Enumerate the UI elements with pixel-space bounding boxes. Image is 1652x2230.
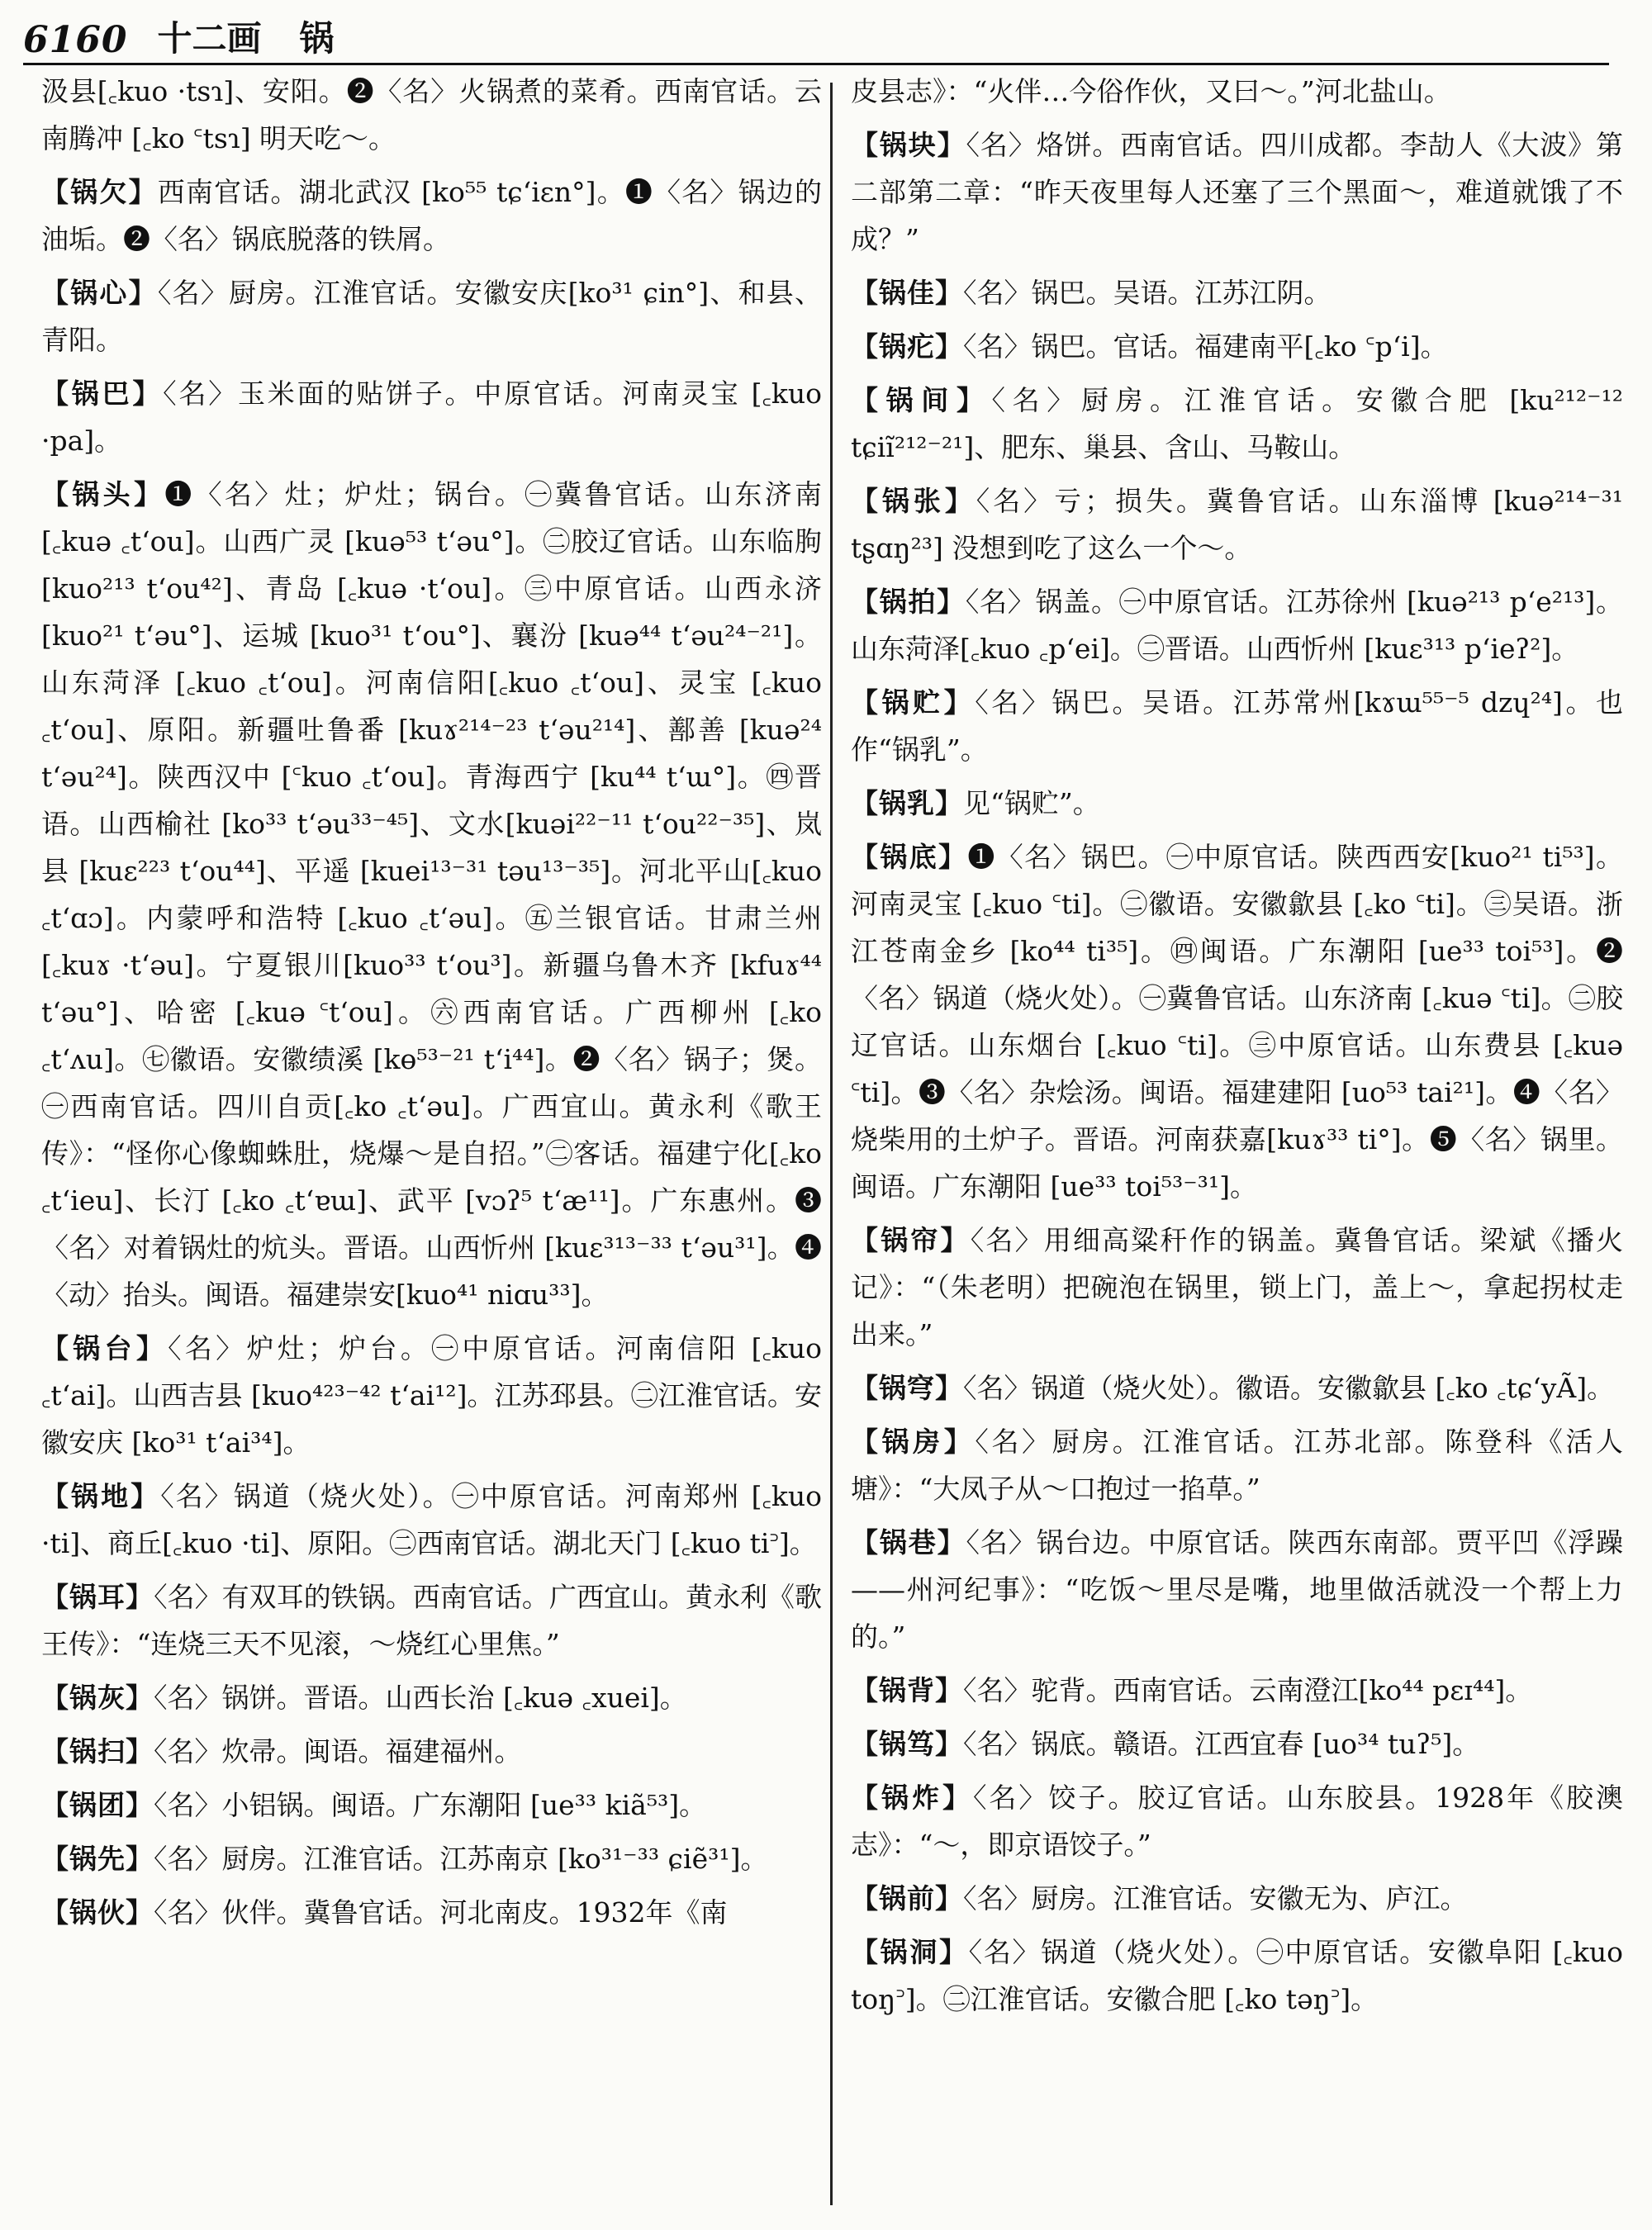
entry-headword [41, 176, 158, 208]
bracket-open: 【 [41, 377, 72, 410]
dictionary-entry [851, 1519, 1623, 1660]
bracket-open: 【 [41, 176, 71, 208]
headword-text: 锅笃 [879, 1728, 935, 1760]
bracket-close: 】 [935, 1882, 963, 1914]
headword-text: 锅心 [70, 277, 129, 309]
headword-text: 锅伙 [69, 1896, 126, 1929]
bracket-close: 】 [135, 1332, 169, 1364]
header-rule [23, 63, 1609, 65]
entry-headword [851, 1426, 975, 1458]
entry-headword [41, 1480, 160, 1512]
bracket-close: 】 [943, 1426, 976, 1458]
headword-text: 锅欠 [70, 176, 129, 208]
dictionary-entry [851, 780, 1623, 827]
entry-headword [41, 377, 163, 410]
headword-text: 锅灰 [69, 1682, 126, 1714]
entry-definition: 〈名〉厨房。江淮官话。安徽合肥 [ku²¹²⁻¹² tɕiĩ²¹²⁻²¹]、肥东、巢县、含山、马鞍山。 [851, 384, 1623, 463]
bracket-open: 【 [851, 277, 879, 309]
bracket-close: 】 [126, 1581, 154, 1613]
headword-text: 锅疕 [879, 330, 935, 363]
bracket-open: 【 [41, 1843, 69, 1875]
entry-headword [851, 277, 963, 309]
bracket-open: 【 [851, 330, 879, 363]
dictionary-entry [851, 1720, 1623, 1767]
dictionary-entry [851, 477, 1623, 572]
bracket-close: 】 [132, 377, 164, 410]
dictionary-entry [41, 1674, 822, 1721]
headword-text: 锅先 [69, 1843, 126, 1875]
bracket-open: 【 [41, 478, 73, 510]
entry-definition: 〈名〉厨房。江淮官话。安徽无为、庐江。 [963, 1882, 1468, 1914]
bracket-close: 】 [935, 787, 963, 819]
entry-headword [41, 1735, 154, 1767]
bracket-open: 【 [851, 841, 881, 873]
entry-definition: 〈名〉锅底。赣语。江西宜春 [uo³⁴ tuʔ⁵]。 [963, 1728, 1480, 1760]
bracket-close: 】 [943, 686, 976, 719]
bracket-open: 【 [41, 1332, 74, 1364]
right-column [851, 68, 1623, 2215]
dictionary-entry [41, 1835, 822, 1882]
headword-text: 锅巷 [879, 1526, 938, 1559]
dictionary-entry [851, 833, 1623, 1210]
entry-definition: 皮县志》：“火伴…今俗作伙，又曰～。”河北盐山。 [851, 75, 1451, 107]
entry-definition: 〈名〉炊帚。闽语。福建福州。 [154, 1735, 522, 1767]
entry-headword [851, 1372, 963, 1404]
bracket-close: 】 [126, 1682, 154, 1714]
headword-text: 锅帘 [881, 1224, 941, 1256]
bracket-close: 】 [126, 1735, 154, 1767]
entry-headword [851, 841, 967, 873]
bracket-close: 】 [944, 485, 976, 517]
entry-definition: 〈名〉锅饼。晋语。山西长治 [꜀kuə ꜀xuei]。 [154, 1682, 687, 1714]
headword-text: 锅块 [879, 129, 938, 161]
headword-text: 锅背 [879, 1674, 935, 1706]
dictionary-entry [851, 1875, 1623, 1922]
bracket-close: 】 [128, 277, 158, 309]
entry-headword [851, 686, 975, 719]
bracket-close: 】 [133, 478, 165, 510]
page-number: 6160 [23, 19, 128, 61]
entry-definition: ❶〈名〉灶；炉灶；锅台。㊀冀鲁官话。山东济南 [꜀kuə ꜀tʻou]。山西广灵 [kuə⁵³ tʻəu°]。㊁胶辽官话。山东临朐 [kuo²¹³ tʻou⁴²]、青岛 [꜀kuə ·tʻou]。㊂中原官话。山西永济 [kuo²¹ tʻəu°]、运城 [kuo³¹ tʻou°]、襄汾 [kuə⁴⁴ tʻəu²⁴⁻²¹]。山东菏泽 [꜀kuo ꜀tʻou]。河南信阳[꜀kuo ꜀tʻou]、灵宝 [꜀kuo ꜀tʻou]、原阳。新疆吐鲁番 [kuɤ²¹⁴⁻²³ tʻəu²¹⁴]、鄯善 [kuə²⁴ tʻəu²⁴]。陕西汉中 [꜂kuo ꜀tʻou]。青海西宁 [ku⁴⁴ tʻɯ°]。㊃晋语。山西榆社 [ko³³ tʻəu³³⁻⁴⁵]、文水[kuəi²²⁻¹¹ tʻou²²⁻³⁵]、岚县 [kuɛ²²³ tʻou⁴⁴]、平遥 [kuei¹³⁻³¹ təu¹³⁻³⁵]。河北平山[꜀kuo ꜀tʻɑɔ]。内蒙呼和浩特 [꜀kuo ꜀tʻəu]。㊄兰银官话。甘肃兰州 [꜀kuɤ ·tʻəu]。宁夏银川[kuo³³ tʻou³]。新疆乌鲁木齐 [kfuɤ⁴⁴ tʻəu°]、哈密 [꜀kuə ꜂tʻou]。㊅西南官话。广西柳州 [꜀ko ꜀tʻʌu]。㊆徽语。安徽绩溪 [kɵ⁵³⁻²¹ tʻi⁴⁴]。❷〈名〉锅子；煲。㊀西南官话。四川自贡[꜀ko ꜀tʻəu]。广西宜山。黄永利《歌王传》：“怪你心像蜘蛛肚，烧爆～是自招。”㊁客话。福建宁化[꜀ko ꜀tʻieu]、长汀 [꜀ko ꜀tʻɐɯ]、武平 [vɔʔ⁵ tʻæ¹¹]。广东惠州。❸〈名〉对着锅灶的炕头。晋语。山西忻州 [kuɛ³¹³⁻³³ tʻəu³¹]。❹〈动〉抬头。闽语。福建崇安[kuo⁴¹ niɑu³³]。 [41, 478, 822, 1311]
dictionary-entry [851, 1217, 1623, 1358]
dictionary-entry [851, 323, 1623, 370]
headword-text: 锅拍 [879, 586, 938, 618]
bracket-open: 【 [851, 686, 882, 719]
bracket-open: 【 [851, 787, 879, 819]
continued-text [851, 68, 1623, 115]
entry-headword [41, 478, 164, 510]
bracket-open: 【 [851, 1674, 879, 1706]
headword-text: 锅张 [881, 485, 945, 517]
dictionary-entry [41, 471, 822, 1318]
entry-definition: 〈名〉锅道（烧火处）。徽语。安徽歙县 [꜀ko ꜀tɕʻyÃ]。 [963, 1372, 1615, 1404]
bracket-close: 】 [131, 1480, 161, 1512]
headword-text: 锅乳 [879, 787, 935, 819]
headword-text: 锅耳 [69, 1581, 126, 1613]
headword-text: 锅地 [71, 1480, 131, 1512]
dictionary-entry [851, 1418, 1623, 1512]
entry-headword [851, 384, 991, 416]
bracket-close: 】 [942, 1782, 973, 1814]
bracket-open: 【 [41, 1896, 69, 1929]
entry-definition: 〈名〉饺子。胶辽官话。山东胶县。1928年《胶澳志》：“～，即京语饺子。” [851, 1782, 1623, 1861]
bracket-open: 【 [41, 277, 71, 309]
entry-definition: 〈名〉驼背。西南官话。云南澄江[ko⁴⁴ pɛɪ⁴⁴]。 [963, 1674, 1533, 1706]
entry-headword [851, 1224, 971, 1256]
bracket-close: 】 [939, 1936, 969, 1968]
dictionary-entry [851, 121, 1623, 263]
bracket-open: 【 [851, 1526, 880, 1559]
dictionary-entry [851, 1774, 1623, 1868]
entry-headword [851, 1674, 963, 1706]
entry-definition: 〈名〉厨房。江淮官话。江苏南京 [ko³¹⁻³³ ɕiẽ³¹]。 [154, 1843, 768, 1875]
headword-text: 锅前 [879, 1882, 935, 1914]
headword-text: 锅贮 [881, 686, 944, 719]
bracket-close: 】 [937, 1526, 966, 1559]
entry-headword [851, 787, 963, 819]
entry-headword [851, 1782, 973, 1814]
entry-definition: 〈名〉烙饼。西南官话。四川成都。李劼人《大波》第二部第二章：“昨天夜里每人还塞了三个黑面～，难道就饿了不成？” [851, 129, 1623, 255]
dictionary-entry [851, 1929, 1623, 2023]
bracket-open: 【 [851, 586, 880, 618]
headword-text: 锅间 [885, 384, 957, 416]
dictionary-entry [851, 679, 1623, 773]
dictionary-entry [41, 1728, 822, 1775]
entry-definition: 〈名〉锅台边。中原官话。陕西东南部。贾平凹《浮躁——州河纪事》：“吃饭～里尽是嘴，地里做活就没一个帮上力的。” [851, 1526, 1623, 1653]
entry-definition: 〈名〉锅巴。官话。福建南平[꜀ko ꜂pʻi]。 [963, 330, 1448, 363]
dictionary-entry [41, 168, 822, 263]
entry-definition: 〈名〉炉灶；炉台。㊀中原官话。河南信阳 [꜀kuo ꜀tʻai]。山西吉县 [kuo⁴²³⁻⁴² tʻai¹²]。江苏邳县。㊁江淮官话。安徽安庆 [ko³¹ tʻai³⁴]。 [41, 1332, 822, 1459]
entry-definition: 〈名〉有双耳的铁锅。西南官话。广西宜山。黄永利《歌王传》：“连烧三天不见滚，～烧红心里焦。” [41, 1581, 822, 1660]
header-character: 锅 [299, 18, 335, 59]
dictionary-entry [41, 1325, 822, 1466]
bracket-open: 【 [41, 1682, 69, 1714]
bracket-open: 【 [41, 1480, 72, 1512]
bracket-close: 】 [956, 384, 992, 416]
entry-definition: 〈名〉用细高粱秆作的锅盖。冀鲁官话。梁斌《播火记》：“（朱老明）把碗泡在锅里，锁上门，盖上～，拿起拐杖走出来。” [851, 1224, 1623, 1350]
entry-definition: 见“锅贮”。 [963, 787, 1100, 819]
bracket-close: 】 [128, 176, 158, 208]
headword-text: 锅房 [881, 1426, 944, 1458]
entry-headword [41, 1581, 154, 1613]
entry-definition: 〈名〉厨房。江淮官话。安徽安庆[ko³¹ ɕin°]、和县、青阳。 [41, 277, 822, 356]
bracket-open: 【 [851, 1782, 881, 1814]
bracket-open: 【 [851, 1936, 881, 1968]
dictionary-entry [851, 578, 1623, 672]
entry-headword [851, 1882, 963, 1914]
bracket-close: 】 [126, 1896, 154, 1929]
bracket-open: 【 [851, 1224, 881, 1256]
bracket-close: 】 [126, 1843, 154, 1875]
continued-text [41, 68, 822, 162]
bracket-open: 【 [851, 485, 882, 517]
entry-definition: ❶〈名〉锅巴。㊀中原官话。陕西西安[kuo²¹ ti⁵³]。河南灵宝 [꜀kuo ꜂ti]。㊁徽语。安徽歙县 [꜀ko ꜂ti]。㊂吴语。浙江苍南金乡 [ko⁴⁴ ti³⁵]。㊃闽语。广东潮阳 [ue³³ toi⁵³]。❷〈名〉锅道（烧火处）。㊀冀鲁官话。山东济南 [꜀kuə ꜂ti]。㊁胶辽官话。山东烟台 [꜀kuo ꜂ti]。㊂中原官话。山东费县 [꜀kuə ꜂ti]。❸〈名〉杂烩汤。闽语。福建建阳 [uo⁵³ tai²¹]。❹〈名〉烧柴用的土炉子。晋语。河南获嘉[kuɤ³³ ti°]。❺〈名〉锅里。闽语。广东潮阳 [ue³³ toi⁵³⁻³¹]。 [851, 841, 1623, 1203]
headword-text: 锅穹 [879, 1372, 935, 1404]
headword-text: 锅扫 [69, 1735, 126, 1767]
stroke-section: 十二画 [157, 18, 262, 59]
bracket-open: 【 [851, 129, 880, 161]
headword-text: 锅佳 [879, 277, 935, 309]
bracket-close: 】 [935, 277, 963, 309]
headword-text: 锅炸 [881, 1782, 942, 1814]
entry-headword [41, 277, 158, 309]
page-header [23, 12, 1609, 61]
entry-headword [851, 129, 966, 161]
dictionary-entry [41, 1473, 822, 1567]
headword-text: 锅底 [880, 841, 939, 873]
dictionary-entry [851, 1667, 1623, 1714]
headword-text: 锅巴 [71, 377, 133, 410]
dictionary-entry [851, 269, 1623, 316]
entry-definition: 〈名〉锅道（烧火处）。㊀中原官话。安徽阜阳 [꜀kuo toŋ꜄]。㊁江淮官话。安徽合肥 [꜀ko təŋ꜄]。 [851, 1936, 1623, 2015]
bracket-open: 【 [41, 1735, 69, 1767]
bracket-close: 】 [935, 1674, 963, 1706]
entry-definition: 〈名〉伙伴。冀鲁官话。河北南皮。1932年《南 [154, 1896, 728, 1929]
bracket-close: 】 [126, 1789, 154, 1821]
entry-definition: 〈名〉锅巴。吴语。江苏江阴。 [963, 277, 1332, 309]
entry-definition: 〈名〉锅巴。吴语。江苏常州[kɤɯ⁵⁵⁻⁵ dzɥ²⁴]。也作“锅乳”。 [851, 686, 1623, 766]
entry-headword [851, 330, 963, 363]
entry-headword [41, 1843, 154, 1875]
bracket-open: 【 [41, 1789, 69, 1821]
bracket-close: 】 [938, 841, 968, 873]
headword-text: 锅头 [72, 478, 134, 510]
headword-text: 锅团 [69, 1789, 126, 1821]
dictionary-entry [41, 269, 822, 363]
bracket-open: 【 [41, 1581, 70, 1613]
entry-headword [41, 1332, 168, 1364]
entry-definition: 汲县[꜀kuo ·tsɿ]、安阳。❷〈名〉火锅煮的菜肴。西南官话。云南腾冲 [꜀ko ꜂tsɿ] 明天吃～。 [41, 75, 822, 154]
entry-definition: 〈名〉厨房。江淮官话。江苏北部。陈登科《活人塘》：“大凤子从～口抱过一掐草。” [851, 1426, 1623, 1505]
headword-text: 锅洞 [880, 1936, 939, 1968]
entry-headword [851, 485, 976, 517]
entry-headword [41, 1789, 154, 1821]
entry-definition: 〈名〉锅盖。㊀中原官话。江苏徐州 [kuə²¹³ pʻe²¹³]。山东菏泽[꜀kuo ꜀pʻei]。㊁晋语。山西忻州 [kuɛ³¹³ pʻieʔ²]。 [851, 586, 1623, 665]
headword-text: 锅台 [73, 1332, 136, 1364]
dictionary-entry [41, 1573, 822, 1668]
entry-definition: 〈名〉玉米面的贴饼子。中原官话。河南灵宝 [꜀kuo ·pa]。 [41, 377, 822, 457]
bracket-close: 】 [937, 586, 966, 618]
entry-headword [851, 1728, 963, 1760]
entry-headword [41, 1896, 154, 1929]
entry-definition: 〈名〉锅道（烧火处）。㊀中原官话。河南郑州 [꜀kuo ·ti]、商丘[꜀kuo ·ti]、原阳。㊁西南官话。湖北天门 [꜀kuo ti꜄]。 [41, 1480, 822, 1559]
entry-definition: 西南官话。湖北武汉 [ko⁵⁵ tɕʻiɛn°]。❶〈名〉锅边的油垢。❷〈名〉锅底脱落的铁屑。 [41, 176, 822, 255]
left-column [41, 68, 822, 2215]
dictionary-entry [41, 1889, 822, 1936]
entry-headword [851, 1936, 969, 1968]
dictionary-entry [41, 370, 822, 464]
dictionary-entry [851, 1364, 1623, 1412]
bracket-close: 】 [935, 330, 963, 363]
bracket-open: 【 [851, 384, 886, 416]
entry-headword [851, 1526, 966, 1559]
bracket-open: 【 [851, 1882, 879, 1914]
entry-headword [41, 1682, 154, 1714]
bracket-open: 【 [851, 1426, 882, 1458]
entry-definition: 〈名〉小铝锅。闽语。广东潮阳 [ue³³ kiã⁵³]。 [154, 1789, 707, 1821]
entry-definition: 〈名〉亏；损失。冀鲁官话。山东淄博 [kuə²¹⁴⁻³¹ tʂɑŋ²³] 没想到吃了这么一个～。 [851, 485, 1623, 564]
entry-headword [851, 586, 966, 618]
bracket-close: 】 [935, 1728, 963, 1760]
bracket-open: 【 [851, 1372, 879, 1404]
bracket-close: 】 [935, 1372, 963, 1404]
dictionary-entry [41, 1782, 822, 1829]
dictionary-entry [851, 377, 1623, 471]
bracket-close: 】 [937, 129, 966, 161]
bracket-open: 【 [851, 1728, 879, 1760]
column-divider [830, 83, 833, 2205]
bracket-close: 】 [940, 1224, 971, 1256]
